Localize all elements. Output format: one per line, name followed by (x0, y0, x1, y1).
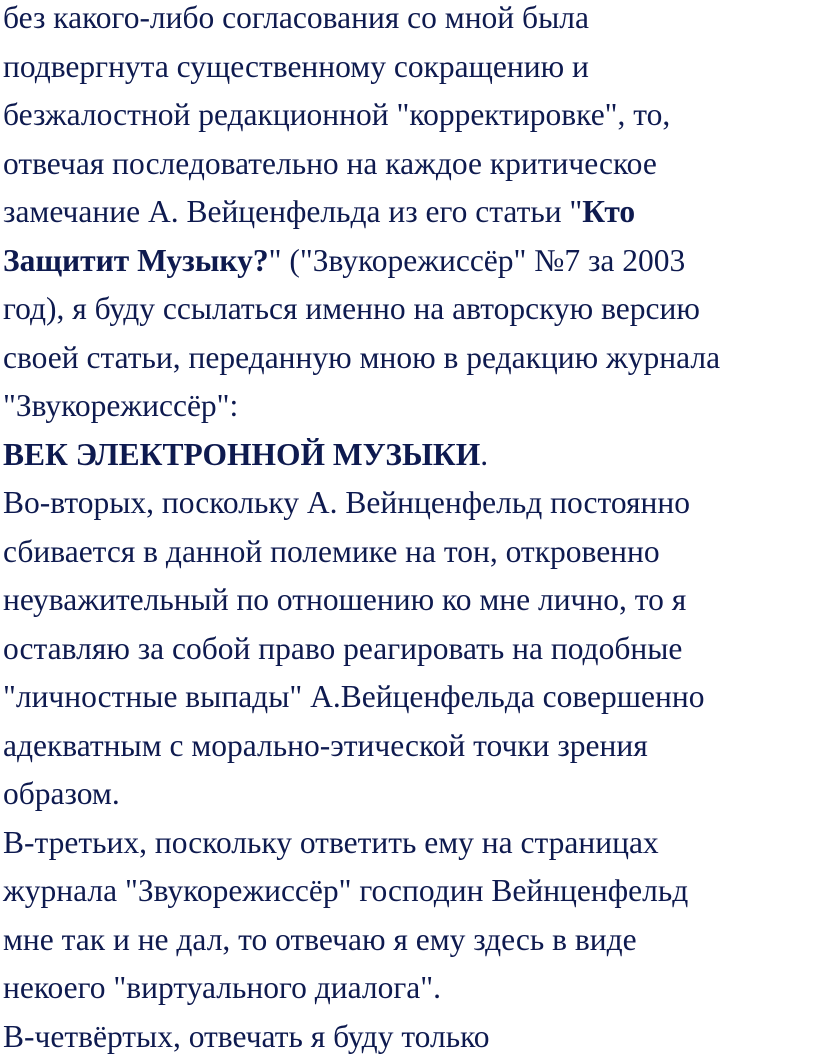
paragraph-sources (3, 0, 813, 431)
text-line: некоего "виртуального диалога". (3, 964, 813, 1013)
text-line (3, 188, 813, 237)
text-run: замечание А. Вейценфельда из его статьи " (3, 194, 582, 229)
text-line: адекватным с морально-этической точки зрения (3, 722, 813, 771)
text-line: безжалостной редакционной "корректировке", то, (3, 91, 813, 140)
text-line: мне так и не дал, то отвечаю я ему здесь в виде (3, 916, 813, 965)
text-line: неуважительный по отношению ко мне лично, то я (3, 576, 813, 625)
article-title (3, 431, 813, 480)
paragraph-thirdly (3, 819, 813, 1013)
text-line: журнала "Звукорежиссёр" господин Вейнценфельд (3, 867, 813, 916)
text-line: В-третьих, поскольку ответить ему на страницах (3, 819, 813, 868)
text-line: без какого-либо согласования со мной была (3, 0, 813, 43)
text-line: своей статьи, переданную мною в редакцию журнала (3, 334, 813, 383)
text-line: отвечая последовательно на каждое критическое (3, 140, 813, 189)
article-title-line (3, 431, 813, 480)
paragraph-secondly (3, 479, 813, 819)
text-line: год), я буду ссылаться именно на авторскую версию (3, 285, 813, 334)
text-run: " ("Звукорежиссёр" №7 за 2003 (269, 243, 686, 278)
text-line: "личностные выпады" А.Вейценфельда совершенно (3, 673, 813, 722)
text-line: В-четвёртых, отвечать я буду только (3, 1013, 813, 1061)
text-line: подвергнута существенному сокращению и (3, 43, 813, 92)
article-title-suffix: . (480, 437, 488, 472)
article-title-bold: ВЕК ЭЛЕКТРОННОЙ МУЗЫКИ (3, 437, 480, 472)
text-line: сбивается в данной полемике на тон, откровенно (3, 528, 813, 577)
text-line: оставляю за собой право реагировать на подобные (3, 625, 813, 674)
text-line: "Звукорежиссёр": (3, 382, 813, 431)
document-body (3, 0, 813, 1061)
article-reference-bold: Кто (582, 194, 635, 229)
text-line: Во-вторых, поскольку А. Вейнценфельд постоянно (3, 479, 813, 528)
text-line: образом. (3, 770, 813, 819)
article-reference-bold: Защитит Музыку? (3, 243, 269, 278)
text-line (3, 237, 813, 286)
paragraph-fourthly (3, 1013, 813, 1061)
